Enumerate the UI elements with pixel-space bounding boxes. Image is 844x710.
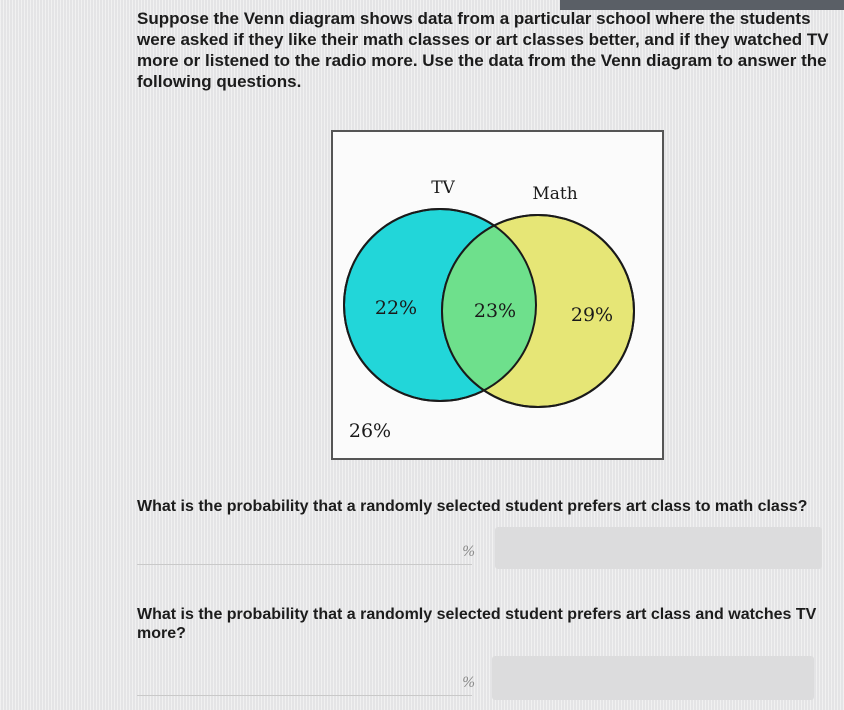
both-value: 23% [473, 300, 517, 322]
answer-2-underline [137, 694, 472, 696]
venn-diagram [331, 130, 664, 460]
math-only-value: 29% [570, 304, 614, 326]
answer-1-feedback-box [495, 527, 822, 569]
neither-value: 26% [348, 420, 392, 442]
tv-label: TV [431, 178, 455, 198]
math-label: Math [532, 184, 578, 204]
venn-svg [333, 132, 662, 458]
question-2-text: What is the probability that a randomly selected student prefers art class and watches TV more? [137, 606, 817, 642]
answer-1-underline [137, 563, 472, 565]
answer-2-input[interactable] [137, 670, 461, 694]
question-1-text: What is the probability that a randomly selected student prefers art class to math class? [137, 498, 808, 515]
answer-1-unit: % [462, 544, 476, 560]
answer-2-unit: % [462, 675, 476, 691]
tv-only-value: 22% [374, 297, 418, 319]
answer-2-feedback-box [492, 656, 814, 700]
answer-1-input[interactable] [137, 540, 461, 564]
problem-intro: Suppose the Venn diagram shows data from a particular school where the students were asked if they like their math classes or art classes better, and if they watched TV more or listened to the radio more. Use the data from the Venn diagram to answer the following questions. [137, 9, 829, 91]
